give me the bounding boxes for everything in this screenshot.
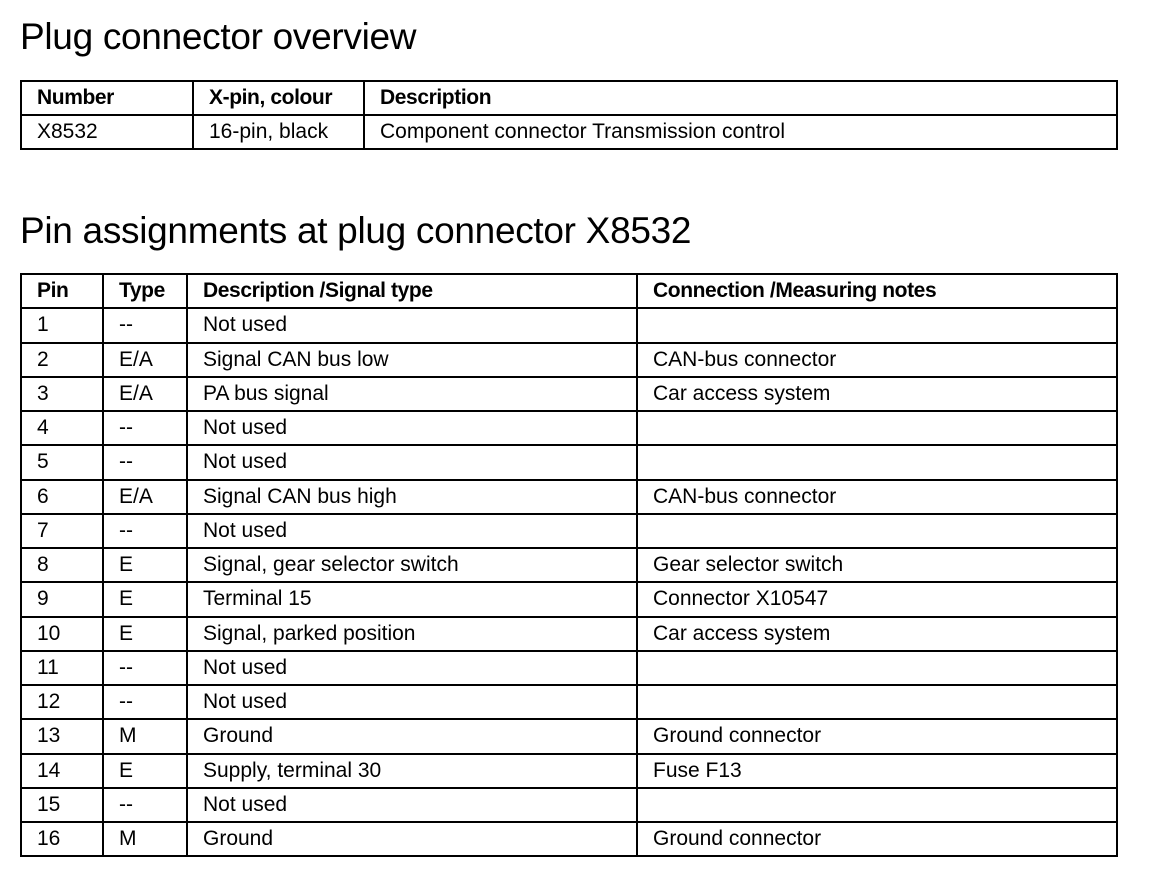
connection-notes	[637, 411, 1117, 445]
pin-number: 3	[21, 377, 103, 411]
connection-notes: CAN-bus connector	[637, 343, 1117, 377]
pin-number: 8	[21, 548, 103, 582]
column-header-number: Number	[21, 81, 193, 115]
pin-number: 6	[21, 480, 103, 514]
connection-notes: Connector X10547	[637, 582, 1117, 616]
pin-number: 13	[21, 719, 103, 753]
pin-assignments-table	[20, 273, 1118, 857]
column-header-x-pin-colour: X-pin, colour	[193, 81, 364, 115]
connector-number: X8532	[21, 115, 193, 149]
pin-type: M	[103, 822, 187, 856]
signal-description: Terminal 15	[187, 582, 637, 616]
signal-description: Not used	[187, 411, 637, 445]
pin-type: --	[103, 445, 187, 479]
connector-description: Component connector Transmission control	[364, 115, 1117, 149]
pin-number: 16	[21, 822, 103, 856]
table-row	[21, 514, 1117, 548]
pins-table-body	[21, 308, 1117, 856]
pins-header-row	[21, 274, 1117, 308]
signal-description: Signal CAN bus high	[187, 480, 637, 514]
overview-table	[20, 80, 1118, 150]
pin-number: 7	[21, 514, 103, 548]
connection-notes: Fuse F13	[637, 754, 1117, 788]
signal-description: Not used	[187, 685, 637, 719]
signal-description: Not used	[187, 788, 637, 822]
pin-type: --	[103, 685, 187, 719]
connection-notes: Ground connector	[637, 719, 1117, 753]
table-row	[21, 377, 1117, 411]
pin-type: --	[103, 514, 187, 548]
column-header-type: Type	[103, 274, 187, 308]
connection-notes	[637, 514, 1117, 548]
table-row	[21, 651, 1117, 685]
pin-type: --	[103, 651, 187, 685]
table-row	[21, 617, 1117, 651]
pin-type: E/A	[103, 343, 187, 377]
pin-type: E	[103, 617, 187, 651]
signal-description: Signal, gear selector switch	[187, 548, 637, 582]
table-row	[21, 582, 1117, 616]
connection-notes	[637, 308, 1117, 342]
connection-notes	[637, 788, 1117, 822]
signal-description: Not used	[187, 514, 637, 548]
table-row	[21, 685, 1117, 719]
pin-number: 1	[21, 308, 103, 342]
column-header-pin: Pin	[21, 274, 103, 308]
pin-number: 12	[21, 685, 103, 719]
overview-title: Plug connector overview	[20, 16, 417, 57]
signal-description: PA bus signal	[187, 377, 637, 411]
pin-number: 14	[21, 754, 103, 788]
table-row	[21, 343, 1117, 377]
table-row	[21, 719, 1117, 753]
pin-type: --	[103, 411, 187, 445]
pin-number: 11	[21, 651, 103, 685]
table-row	[21, 822, 1117, 856]
pin-type: --	[103, 308, 187, 342]
pin-number: 10	[21, 617, 103, 651]
table-row	[21, 411, 1117, 445]
signal-description: Ground	[187, 719, 637, 753]
column-header-connection-notes: Connection /Measuring notes	[637, 274, 1117, 308]
signal-description: Supply, terminal 30	[187, 754, 637, 788]
connector-pin-colour: 16-pin, black	[193, 115, 364, 149]
table-row	[21, 548, 1117, 582]
connection-notes	[637, 685, 1117, 719]
pin-type: E/A	[103, 480, 187, 514]
overview-header-row	[21, 81, 1117, 115]
signal-description: Signal CAN bus low	[187, 343, 637, 377]
column-header-signal-description: Description /Signal type	[187, 274, 637, 308]
table-row	[21, 754, 1117, 788]
connection-notes	[637, 445, 1117, 479]
connection-notes	[637, 651, 1117, 685]
pin-number: 9	[21, 582, 103, 616]
connection-notes: Ground connector	[637, 822, 1117, 856]
signal-description: Not used	[187, 445, 637, 479]
pin-type: M	[103, 719, 187, 753]
connection-notes: Gear selector switch	[637, 548, 1117, 582]
connection-notes: CAN-bus connector	[637, 480, 1117, 514]
signal-description: Not used	[187, 651, 637, 685]
pin-assignments-title: Pin assignments at plug connector X8532	[20, 210, 692, 251]
signal-description: Signal, parked position	[187, 617, 637, 651]
pin-type: --	[103, 788, 187, 822]
table-row	[21, 308, 1117, 342]
signal-description: Not used	[187, 308, 637, 342]
table-row	[21, 480, 1117, 514]
signal-description: Ground	[187, 822, 637, 856]
table-row	[21, 788, 1117, 822]
pin-number: 2	[21, 343, 103, 377]
connection-notes: Car access system	[637, 617, 1117, 651]
pin-number: 5	[21, 445, 103, 479]
pin-number: 15	[21, 788, 103, 822]
table-row	[21, 115, 1117, 149]
pin-type: E	[103, 582, 187, 616]
pin-number: 4	[21, 411, 103, 445]
pin-type: E	[103, 548, 187, 582]
table-row	[21, 445, 1117, 479]
column-header-description: Description	[364, 81, 1117, 115]
connection-notes: Car access system	[637, 377, 1117, 411]
pin-type: E/A	[103, 377, 187, 411]
pin-type: E	[103, 754, 187, 788]
